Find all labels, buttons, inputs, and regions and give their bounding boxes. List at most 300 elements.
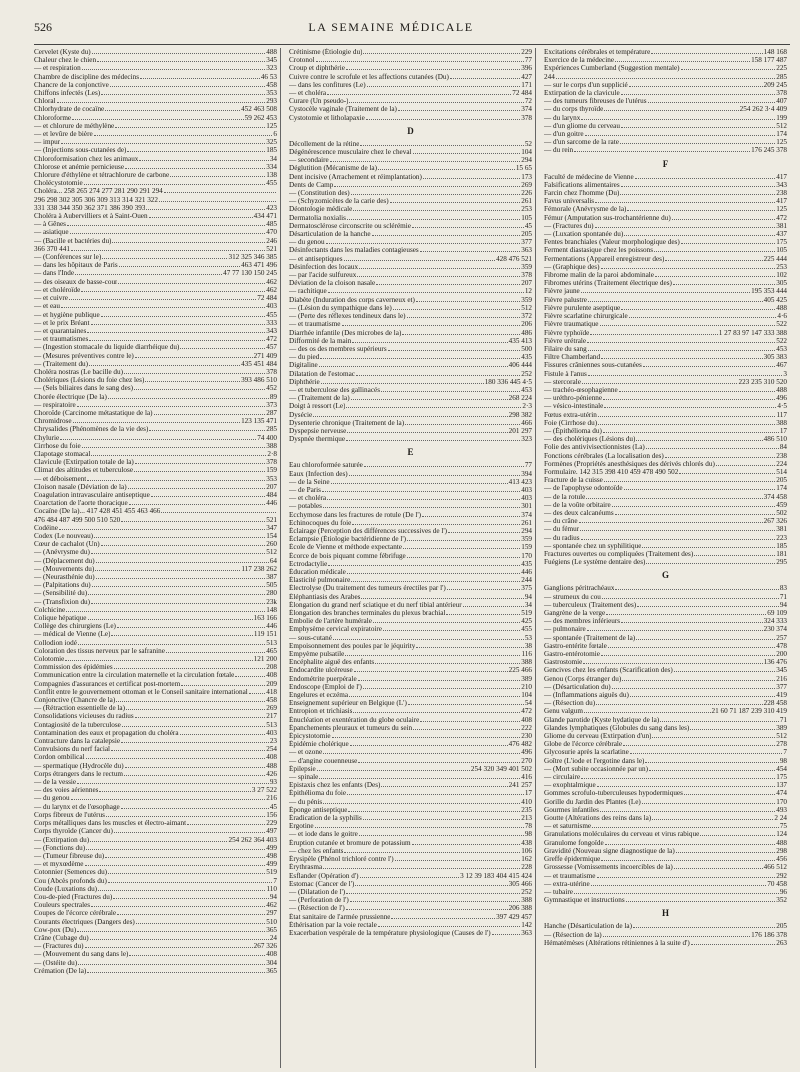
entry-pages: 175 [776,238,787,247]
dot-leader [604,481,775,482]
entry-term: Communication entre la circulation maternelle et la circulation fœtale [34,671,235,680]
index-entry [34,97,277,105]
index-entry [544,419,787,427]
index-entry [289,337,532,345]
dot-leader [463,606,524,607]
entry-pages: 222 [521,723,532,732]
dot-leader [691,944,775,945]
entry-term: Commission des épidémies [34,663,113,672]
dot-leader [673,284,775,285]
entry-term: — potables [289,502,322,511]
dot-leader [347,432,507,433]
entry-pages: 94 [269,892,277,901]
entry-term: Choroïde (Carcinome métastatique de la) [34,408,153,417]
entry-term: Fracture de la cuisse [544,476,603,485]
dot-leader [448,532,520,533]
entry-pages: 72 484 [512,89,532,98]
index-entry [544,56,787,64]
entry-pages: 488 [776,385,787,394]
entry-term: — (Déplacement du) [34,556,95,565]
entry-pages: 244 [521,576,532,585]
index-entry [289,378,532,386]
entry-term: Dysécie [289,410,313,419]
entry-term: Gastrostomie [544,658,583,667]
entry-term: 476 484 487 499 500 510 520 [34,515,121,524]
entry-term: — de la voûte orbitaire [544,500,611,509]
index-entry [544,353,787,361]
dot-leader [351,399,508,400]
index-entry [289,789,532,797]
entry-term: Gommes scrofulo-tuberculeuses hypodermiques [544,789,683,798]
entry-term: Cocaïne (De la)... 417 428 451 455 463 466 [34,507,161,516]
entry-pages: 23k [266,597,277,606]
entry-term: 366 370 441 [34,244,70,253]
index-entry [34,630,277,638]
entry-pages: 389 [776,723,787,732]
index-entry [34,753,277,761]
index-entry [289,781,532,789]
dot-leader [366,119,520,120]
entry-pages: 7 [783,748,787,757]
index-entry [289,486,532,494]
entry-pages: 462 [266,901,277,910]
dot-leader [383,630,520,631]
entry-term: — exophtalmique [544,781,596,790]
index-entry [34,434,277,442]
entry-pages: 224 [776,459,787,468]
entry-term: Coarctation de l'aorte thoracique [34,499,128,508]
index-entry [544,222,787,230]
index-entry [289,519,532,527]
entry-term: — des tumeurs fibreuses de l'utérus [544,97,647,106]
entry-pages: 377 [776,682,787,691]
entry-pages: 454 [776,764,787,773]
entry-term: Électrolyse (Du traitement des tumeurs érectiles par l') [289,584,446,593]
index-entry [289,271,532,279]
entry-term: Dégénérescence musculaire chez le cheval [289,148,412,157]
dot-leader [342,325,521,326]
entry-pages: 427 [521,72,532,81]
dot-leader [630,753,783,754]
entry-term: Grossesse (Vomissements incoercibles de la) [544,863,673,872]
index-entry [34,548,277,556]
index-entry [34,712,277,720]
entry-term: — et chlorure de méthylène [34,121,115,130]
dot-leader [359,835,524,836]
entry-term: — du corps thyroïde [544,105,604,114]
index-entry [544,542,787,550]
dot-leader [345,655,520,656]
index-entry [544,724,787,732]
index-entry [34,860,277,868]
entry-pages: 238 [776,451,787,460]
entry-pages: 476 482 [508,740,532,749]
index-entry [289,699,532,707]
entry-pages: 54 [524,699,532,708]
index-entry [544,411,787,419]
dot-leader [87,972,265,973]
entry-term: — d'un gliome du cerveau [544,121,620,130]
entry-term: Collodion iodé [34,638,77,647]
index-entry [544,855,787,863]
entry-pages: 333 [266,318,277,327]
entry-pages: 389 [521,674,532,683]
index-entry [289,617,532,625]
entry-pages: 406 444 [508,361,532,370]
index-entry [34,688,277,696]
dot-leader [77,406,266,407]
dot-leader [118,283,265,284]
dot-leader [84,184,266,185]
index-entry [34,384,277,392]
entry-term: — sur le corps d'un supplicié [544,80,628,89]
entry-term: Encéphalite aiguë des enfants [289,658,375,667]
dot-leader [346,893,520,894]
entry-pages: 59 262 453 [244,113,277,122]
index-entry [34,237,277,245]
dot-leader [373,622,520,623]
entry-pages: 53 [524,633,532,642]
index-entry [289,56,532,64]
entry-term: Greffe épidermique [544,855,601,864]
dot-leader [583,663,762,664]
entry-term: Chorée électrique (De la) [34,392,107,401]
index-entry [544,89,787,97]
index-entry [34,360,277,368]
entry-term: Gliome du cerveau (Extirpation d'un) [544,732,652,741]
entry-term: — (Injections sous-cutanées de) [34,146,127,155]
entry-term: Éradication de la syphilis [289,814,362,823]
entry-pages: 257 [776,633,787,642]
entry-pages: 324 333 [763,617,787,626]
entry-term: Collège des chirurgiens (Le) [34,622,116,631]
entry-term: Compagnies d'assurances et certificat post-mortem [34,679,181,688]
entry-term: Fémur (Amputation sus-trochantérienne du) [544,213,671,222]
index-entry [544,822,787,830]
index-column-3 [544,48,790,1068]
dot-leader [59,529,265,530]
entry-term: — (Résection de l') [289,904,345,913]
dot-leader [119,266,240,267]
index-entry [34,368,277,376]
entry-term: Choléra... 258 265 274 277 281 290 291 294 [34,187,163,196]
index-entry [34,343,277,351]
index-entry [34,655,277,663]
index-entry [289,658,532,666]
entry-pages: 45 [269,802,277,811]
index-entry [34,294,277,302]
index-entry [34,73,277,81]
index-entry [544,197,787,205]
entry-pages: 457 [266,343,277,352]
dot-leader [672,219,775,220]
index-entry [34,196,277,204]
index-entry [544,773,787,781]
dot-leader [249,693,265,694]
entry-pages: 474 [776,789,787,798]
entry-pages: 235 [521,805,532,814]
entry-term: Estomac (Cancer de l') [289,879,355,888]
entry-pages: 71 [779,715,787,724]
entry-pages: 77 [524,56,532,65]
entry-term: Décollement de la rétine [289,139,360,148]
dot-leader [326,243,521,244]
index-entry [544,642,787,650]
entry-pages: 437 [776,230,787,239]
entry-pages: 513 [266,638,277,647]
index-entry [34,179,277,187]
entry-pages: 205 [521,230,532,239]
dot-leader [347,794,524,795]
index-entry [544,460,787,468]
entry-term: Éponge antiseptique [289,805,348,814]
index-entry [34,507,277,515]
index-entry [34,918,277,926]
index-entry [289,81,532,89]
entry-term: — des oiseaux de basse-cour [34,277,118,286]
dot-leader [416,301,520,302]
dot-leader [627,210,775,211]
index-entry [34,950,277,958]
index-entry [289,205,532,213]
entry-pages: 496 [776,394,787,403]
dot-leader [581,292,750,293]
dot-leader [166,652,265,653]
entry-term: — et iode dans le goitre [289,830,358,839]
dot-leader [581,119,775,120]
index-entry [34,466,277,474]
index-entry [34,598,277,606]
entry-pages: 522 [776,320,787,329]
entry-pages: 499 [266,860,277,869]
entry-pages: 374 458 [763,492,787,501]
entry-pages: 408 [266,950,277,959]
dot-leader [164,192,276,193]
index-entry [544,806,787,814]
entry-term: Ferment diastasique chez les poissons [544,246,653,255]
entry-pages: 418 [266,687,277,696]
index-entry [289,402,532,410]
entry-pages: 304 [266,958,277,967]
index-entry [289,156,532,164]
entry-pages: 209 245 [763,80,787,89]
entry-term: Fonctions cérébrales (La localisation des) [544,451,664,460]
entry-term: Fièvre scarlatine chirurgicale [544,312,628,321]
index-entry [544,634,787,642]
entry-pages: 121 200 [253,655,277,664]
entry-term: — d'un sarcome de la rate [544,138,619,147]
index-entry [289,222,532,230]
dot-leader [574,151,750,152]
entry-term: Couleurs spectrales [34,901,91,910]
entry-pages: 373 [266,400,277,409]
entry-pages: 378 [776,89,787,98]
entry-term: Difformité de la main [289,336,352,345]
dot-leader [574,893,779,894]
entry-pages: 425 [521,617,532,626]
entry-pages: 455 [521,625,532,634]
index-entry [289,230,532,238]
dot-leader [363,688,520,689]
entry-term: — des membres inférieurs [544,617,621,626]
dot-leader [86,758,266,759]
index-entry [289,568,532,576]
entry-pages: 123 135 471 [241,417,277,426]
dot-leader [127,151,265,152]
entry-pages: 353 [266,474,277,483]
entry-pages: 295 [776,558,787,567]
index-entry [544,888,787,896]
entry-pages: 343 [776,180,787,189]
index-entry [289,666,532,674]
entry-term: — du pied [289,353,320,362]
entry-pages: 387 [266,573,277,581]
entry-pages: 512 [776,121,787,130]
entry-term: — du pénis [289,797,323,806]
dot-leader [359,268,520,269]
dot-leader [140,78,260,79]
header-rule [34,44,790,45]
dot-leader [128,488,266,489]
entry-term: Dent incisive (Arrachement et réimplantation) [289,172,422,181]
entry-term: Favus universalis [544,197,595,206]
index-entry [34,647,277,655]
dot-leader [598,416,776,417]
section-letter: F [662,158,669,169]
dot-leader [676,852,775,853]
index-entry [34,442,277,450]
dot-leader [350,901,520,902]
index-entry [544,847,787,855]
section-letter: G [661,570,669,581]
dot-leader [331,483,508,484]
index-entry [34,671,277,679]
dot-leader [125,168,265,169]
entry-pages: 467 [776,361,787,370]
entry-pages: 174 [776,484,787,493]
dot-leader [356,375,520,376]
dot-leader [82,69,266,70]
index-entry [34,516,277,524]
entry-pages: 455 [266,179,277,188]
index-entry [34,885,277,893]
entry-term: Codex (Le nouveau) [34,531,94,540]
entry-term: — (Traitement de la) [289,394,350,403]
index-entry [34,155,277,163]
entry-term: Digitaline [289,361,318,370]
index-entry [289,913,532,921]
dot-leader [346,909,508,910]
entry-term: Chloral [34,97,56,106]
entry-term: Déontologie médicale [289,205,353,214]
entry-term: — (Mort subite occasionnée par un) [544,764,648,773]
entry-pages: 323 [266,64,277,73]
entry-term: — secondaire [289,156,329,165]
entry-pages: 305 [776,279,787,288]
entry-term: — des cholériques (Lésions du) [544,435,636,444]
dot-leader [654,251,775,252]
entry-pages: 453 [521,385,532,394]
dot-leader [355,885,507,886]
dot-leader [605,844,776,845]
entry-pages: 298 382 [508,410,532,419]
entry-term: Chlorure d'éthylène et tétrachlorure de carbone [34,171,170,180]
index-entry [289,535,532,543]
dot-leader [420,721,520,722]
entry-pages: 301 [521,502,532,511]
entry-pages: 119 151 [253,630,277,639]
index-entry [34,171,277,179]
dot-leader [332,737,521,738]
entry-term: — d'angine couenneuse [289,756,358,765]
entry-term: — et eau [34,302,60,311]
entry-pages: 209 [266,679,277,688]
entry-pages: 176 186 378 [751,930,787,939]
dot-leader [61,307,265,308]
entry-pages: 297 [266,909,277,918]
entry-pages: 271 409 [253,351,277,360]
dot-leader [94,135,273,136]
index-entry [289,527,532,535]
entry-pages: 226 [521,189,532,198]
dot-leader [319,366,508,367]
entry-pages: 403 [266,728,277,737]
index-entry [34,327,277,335]
index-entry [544,230,787,238]
entry-pages: 465 [266,646,277,655]
entry-pages: 83 [779,584,787,593]
entry-pages: 287 [266,408,277,417]
entry-pages: 334 [266,162,277,171]
dot-leader [450,78,520,79]
dot-leader [117,627,265,628]
index-entry [289,806,532,814]
index-entry [544,279,787,287]
dot-leader [346,407,521,408]
index-entry [289,296,532,304]
index-entry [289,929,532,937]
entry-pages: 206 [521,320,532,329]
dot-leader [351,581,520,582]
index-entry [289,872,532,880]
entry-pages: 195 353 444 [751,287,787,296]
entry-term: Gastro-entérite fœtale [544,641,607,650]
entry-term: Contracture dans la catalepsie [34,737,121,746]
index-entry [289,675,532,683]
dot-leader [587,630,763,631]
entry-pages: 205 [776,922,787,931]
entry-term: Engelures et eczéma [289,691,349,700]
index-entry [544,740,787,748]
entry-pages: 252 [521,369,532,378]
entry-term: Épicystotomie [289,732,331,741]
entry-term: Formènes (Propriétés anesthésiques des dérivés chlorés du) [544,459,715,468]
dot-leader [592,827,779,828]
index-entry [289,625,532,633]
entry-term: — dans l'Inde [34,269,75,278]
entry-term: — du genou [34,794,70,803]
entry-term: — (Fractures du) [544,221,594,230]
entry-pages: 363 [521,246,532,255]
entry-pages: 34 [269,154,277,163]
entry-term: Cystocèle vaginale (Traitement de la) [289,105,397,114]
entry-term: — de la Seine [289,477,330,486]
entry-pages: 459 [776,500,787,509]
index-entry [34,581,277,589]
entry-term: — et traumatismes [34,335,89,344]
entry-term: — et ozone [289,748,323,757]
index-entry [34,614,277,622]
